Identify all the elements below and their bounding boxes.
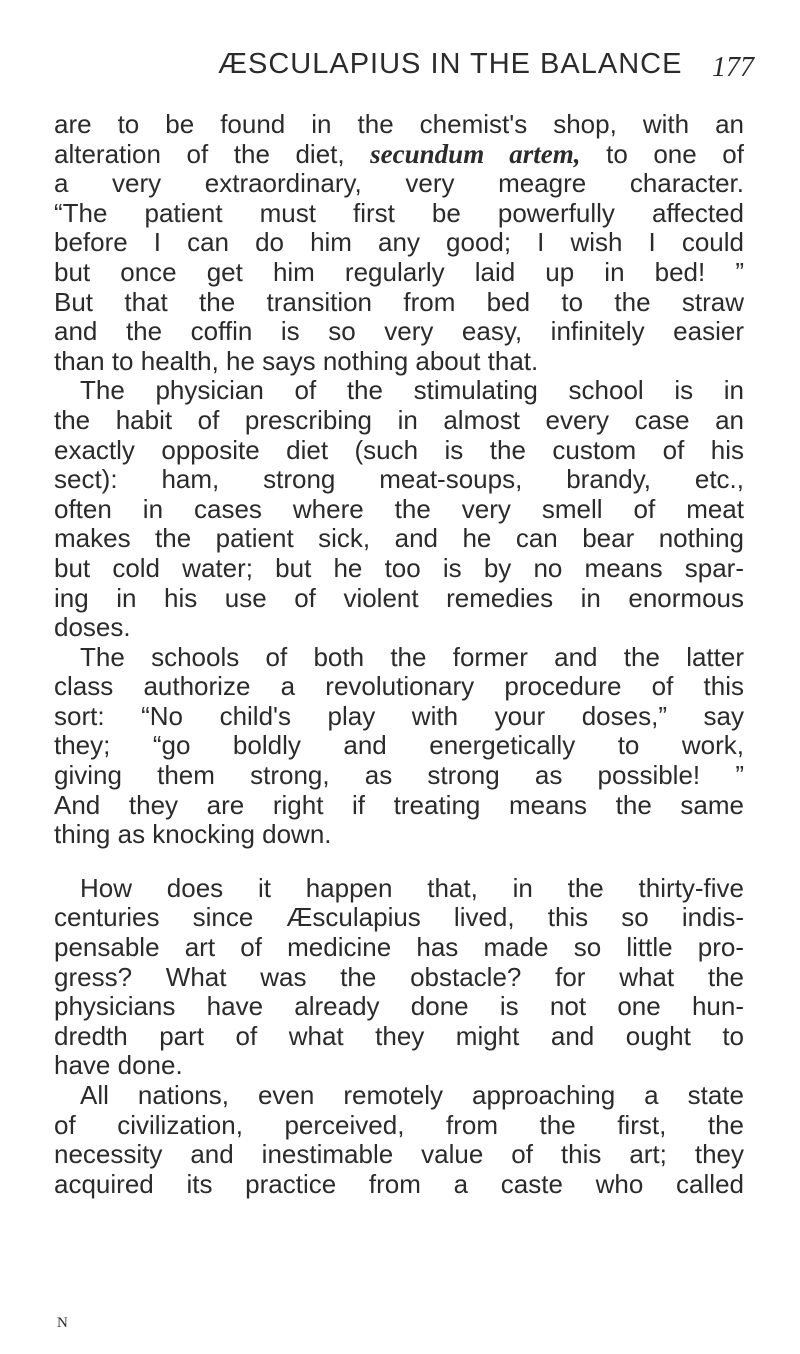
text-line: All nations, even remotely approaching a state	[80, 1080, 744, 1110]
text-line: The schools of both the former and the latter	[80, 641, 744, 672]
text-line: centuries since Æsculapius lived, this so indis-	[54, 902, 744, 933]
text-line	[54, 140, 744, 170]
body-text	[54, 110, 744, 1199]
text-line: sect): ham, strong meat-soups, brandy, etc.,	[54, 464, 744, 495]
text-line: doses.	[54, 612, 131, 643]
text-line: a very extraordinary, very meagre character.	[54, 168, 744, 199]
running-title: ÆSCULAPIUS IN THE BALANCE	[218, 48, 683, 80]
text-line: And they are right if treating means the same	[54, 789, 744, 820]
text-line: ing in his use of violent remedies in enormous	[54, 582, 744, 613]
signature-mark: N	[57, 1315, 68, 1331]
text-line: How does it happen that, in the thirty-five	[80, 872, 744, 903]
text-line: sort: “No child's play with your doses,” say	[54, 700, 744, 731]
text-line: before I can do him any good; I wish I could	[54, 227, 744, 258]
text-line: gress? What was the obstacle? for what the	[54, 961, 744, 992]
text-line: they; “go boldly and energetically to work,	[54, 730, 744, 761]
text-line: exactly opposite diet (such is the custom of his	[54, 434, 744, 465]
text-line: often in cases where the very smell of meat	[54, 493, 744, 524]
text-line: but once get him regularly laid up in bed! ”	[54, 256, 744, 287]
text-line: and the coffin is so very easy, infinitely easier	[54, 316, 744, 347]
text-line: acquired its practice from a caste who called	[54, 1168, 744, 1199]
text-segment: alteration of the diet,	[54, 138, 345, 169]
italic-phrase: secundum artem,	[370, 138, 581, 169]
text-line: makes the patient sick, and he can bear nothing	[54, 523, 744, 554]
text-line: of civilization, perceived, from the first, the	[54, 1109, 744, 1140]
text-line: the habit of prescribing in almost every case an	[54, 404, 744, 435]
text-line: giving them strong, as strong as possible! ”	[54, 760, 744, 791]
text-line: but cold water; but he too is by no means spar-	[54, 552, 744, 583]
text-line: necessity and inestimable value of this art; they	[54, 1139, 744, 1170]
text-line: “The patient must first be powerfully affected	[54, 197, 744, 228]
text-line: class authorize a revolutionary procedure of this	[54, 671, 744, 702]
section-gap	[54, 850, 744, 874]
text-line: The physician of the stimulating school is in	[80, 375, 744, 406]
text-line: have done.	[54, 1050, 183, 1081]
text-segment: to one of	[606, 138, 744, 169]
text-line: thing as knocking down.	[54, 819, 332, 850]
text-line: than to health, he says nothing about that.	[54, 345, 539, 376]
text-line: dredth part of what they might and ought to	[54, 1020, 744, 1051]
page-number: 177	[712, 52, 754, 83]
text-line: But that the transition from bed to the straw	[54, 286, 744, 317]
text-line: physicians have already done is not one hun-	[54, 991, 744, 1022]
text-line: are to be found in the chemist's shop, with an	[54, 109, 744, 139]
text-line: pensable art of medicine has made so little pro-	[54, 932, 744, 963]
